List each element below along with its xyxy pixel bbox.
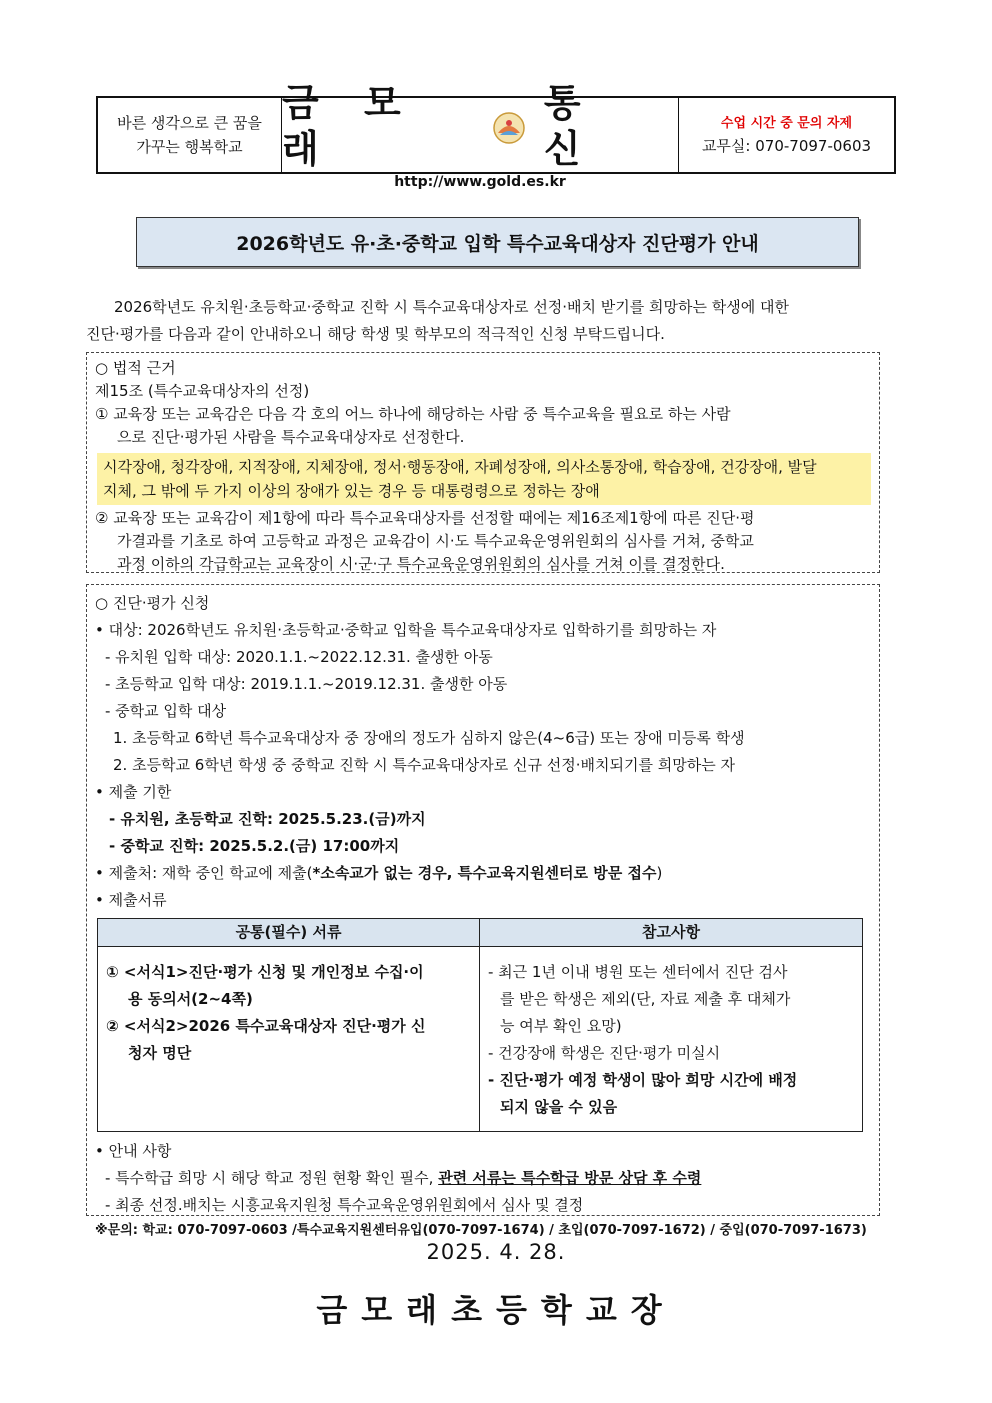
contact-block	[679, 98, 894, 172]
required-docs-cell	[98, 947, 480, 1132]
principal-signature: 금모래초등학교장	[316, 1291, 676, 1329]
submit-to-prefix: • 제출처: 재학 중인 학교에 제출(	[95, 864, 313, 882]
documents-table	[97, 918, 863, 1132]
legal-item-2-line-2: 가결과를 기초로 하여 고등학교 과정은 교육감이 시·도 특수교육운영위원회의 심사를 거쳐, 중학교	[117, 532, 754, 550]
note-1-line-2: 를 받은 학생은 제외(단, 자료 제출 후 대체가	[500, 990, 791, 1008]
note-1-line-3: 능 여부 확인 요망)	[500, 1017, 622, 1035]
doc-1-line-2: 용 동의서(2~4쪽)	[128, 990, 253, 1008]
notes-cell	[480, 947, 863, 1132]
school-emblem-icon	[492, 109, 526, 143]
submit-to	[95, 860, 871, 887]
note-3-line-1: - 진단·평가 예정 학생이 많아 희망 시간에 배정	[488, 1071, 798, 1089]
deadline-2: - 중학교 진학: 2025.5.2.(금) 17:00까지	[109, 837, 400, 855]
legal-item-1-line-2: 으로 진단·평가된 사람을 특수교육대상자로 선정한다.	[117, 428, 465, 446]
doc-2-line-1: ② <서식2>2026 특수교육대상자 진단·평가 신	[106, 1017, 426, 1035]
disability-list-highlight	[97, 453, 871, 505]
intro-line-1: 2026학년도 유치원·초등학교·중학교 진학 시 특수교육대상자로 선정·배치 받기를 희망하는 학생에 대한	[114, 298, 789, 316]
docs-heading: • 제출서류	[95, 891, 167, 909]
submit-to-suffix: )	[656, 864, 663, 882]
legal-heading: ○ 법적 근거	[95, 359, 176, 377]
contact-info: ※문의: 학교: 070-7097-0603 /특수교육지원센터유입(070-7097-1674) / 초입(070-7097-1672) / 중입(070-7097-1673)	[95, 1223, 867, 1238]
notice-item-1	[95, 1165, 871, 1192]
newsletter-title	[282, 80, 678, 172]
intro-line-2: 진단·평가를 다음과 같이 안내하오니 해당 학생 및 학부모의 적극적인 신청 부탁드립니다.	[86, 325, 665, 343]
title-part-1: 금 모 래	[282, 81, 417, 171]
note-1-line-1: - 최근 1년 이내 병원 또는 센터에서 진단 검사	[488, 963, 788, 981]
apply-heading: ○ 진단·평가 신청	[95, 594, 210, 612]
application-box	[86, 584, 880, 1238]
docs-col-required: 공통(필수) 서류	[98, 919, 480, 947]
legal-item-1-line-1: ① 교육장 또는 교육감은 다음 각 호의 어느 하나에 해당하는 사람 중 특수교육을 필요로 하는 사람	[95, 405, 731, 423]
note-3-line-2: 되지 않을 수 있음	[500, 1098, 618, 1116]
notice-item-1-prefix: - 특수학급 희망 시 해당 학교 정원 현황 확인 필수,	[105, 1169, 439, 1187]
docs-col-notes: 참고사항	[480, 919, 863, 947]
newsletter-header	[96, 81, 896, 190]
newsletter-title-block	[282, 81, 679, 190]
motto-line-1: 바른 생각으로 큰 꿈을	[117, 114, 262, 132]
deadline-1: - 유치원, 초등학교 진학: 2025.5.23.(금)까지	[109, 810, 426, 828]
notice-item-1-bold: 관련 서류는 특수학급 방문 상담 후 수령	[438, 1169, 702, 1187]
apply-elem: - 초등학교 입학 대상: 2019.1.1.~2019.12.31. 출생한 아동	[105, 675, 508, 693]
title-part-2: 통 신	[543, 81, 597, 171]
legal-article: 제15조 (특수교육대상자의 선정)	[95, 382, 310, 400]
intro-paragraph	[86, 294, 908, 348]
apply-target: • 대상: 2026학년도 유치원·초등학교·중학교 입학을 특수교육대상자로 입학하기를 희망하는 자	[95, 621, 717, 639]
submit-to-bold: *소속교가 없는 경우, 특수교육지원센터로 방문 접수	[312, 864, 657, 882]
apply-kinder: - 유치원 입학 대상: 2020.1.1.~2022.12.31. 출생한 아동	[105, 648, 493, 666]
office-phone: 교무실: 070-7097-0603	[701, 137, 872, 155]
legal-basis-box	[86, 352, 880, 573]
notice-item-2: - 최종 선정.배치는 시흥교육지원청 특수교육운영위원회에서 심사 및 결정	[105, 1196, 584, 1214]
school-url[interactable]: http://www.gold.es.kr	[394, 174, 566, 190]
apply-middle: - 중학교 입학 대상	[105, 702, 227, 720]
apply-middle-1: 1. 초등학교 6학년 특수교육대상자 중 장애의 정도가 심하지 않은(4~6급) 또는 장애 미등록 학생	[113, 729, 745, 747]
deadline-heading: • 제출 기한	[95, 783, 172, 801]
legal-item-2-line-3: 과정 이하의 각급학교는 교육장이 시·군·구 특수교육운영위원회의 심사를 거쳐 이를 결정한다.	[117, 555, 725, 573]
document-title: 2026학년도 유·초·중학교 입학 특수교육대상자 진단평가 안내	[136, 217, 859, 267]
doc-1-line-1: ① <서식1>진단·평가 신청 및 개인정보 수집·이	[106, 963, 424, 981]
notice-heading: • 안내 사항	[95, 1142, 172, 1160]
note-2: - 건강장애 학생은 진단·평가 미실시	[488, 1044, 721, 1062]
apply-middle-2: 2. 초등학교 6학년 학생 중 중학교 진학 시 특수교육대상자로 신규 선정·배치되기를 희망하는 자	[113, 756, 735, 774]
document-date: 2025. 4. 28.	[426, 1240, 566, 1264]
school-motto	[98, 98, 282, 172]
inquiry-warning: 수업 시간 중 문의 자제	[720, 116, 853, 131]
motto-line-2: 가꾸는 행복학교	[136, 138, 243, 156]
highlight-line-2: 지체, 그 밖에 두 가지 이상의 장애가 있는 경우 등 대통령령으로 정하는 장애	[103, 482, 600, 500]
legal-item-2-line-1: ② 교육장 또는 교육감이 제1항에 따라 특수교육대상자를 선정할 때에는 제16조제1항에 따른 진단·평	[95, 509, 755, 527]
highlight-line-1: 시각장애, 청각장애, 지적장애, 지체장애, 정서·행동장애, 자폐성장애, 의사소통장애, 학습장애, 건강장애, 발달	[103, 458, 817, 476]
doc-2-line-2: 청자 명단	[128, 1044, 192, 1062]
